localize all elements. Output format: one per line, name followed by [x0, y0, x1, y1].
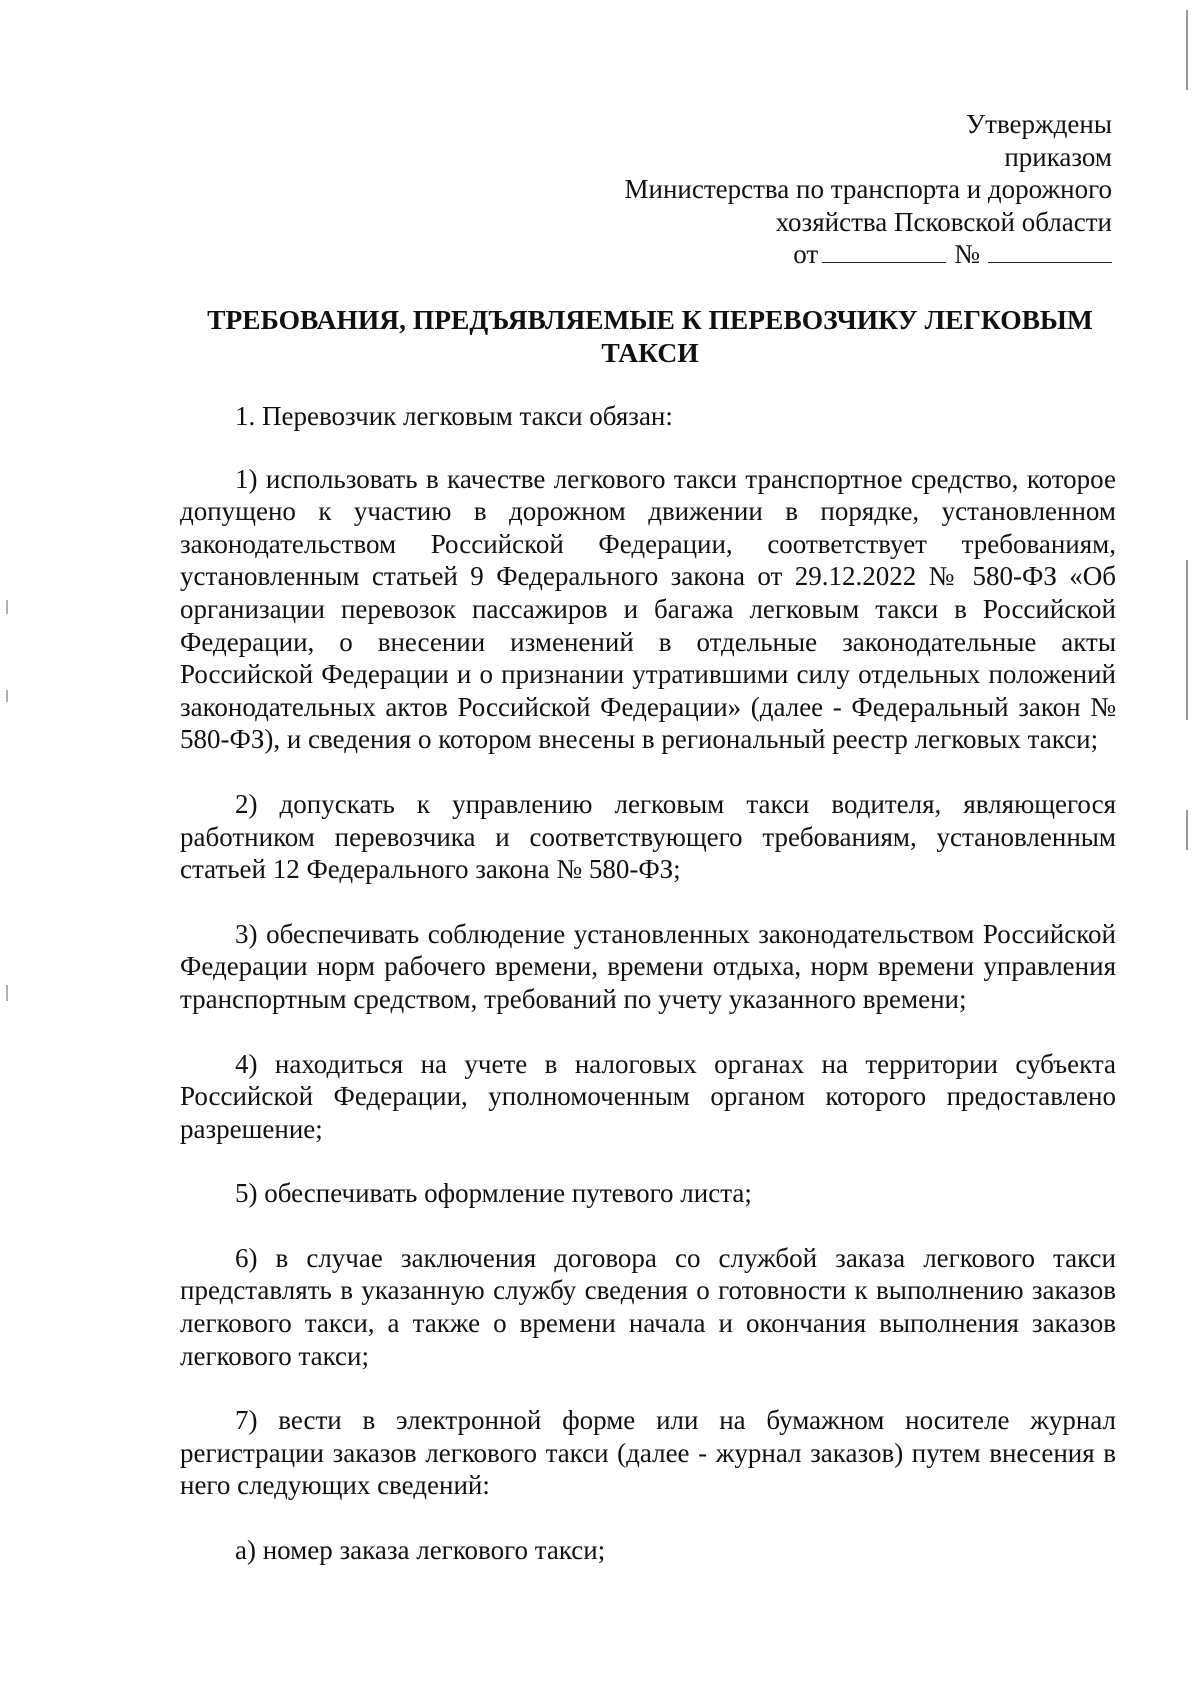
scan-margin-artifact	[6, 690, 8, 702]
scan-edge-artifact	[1186, 560, 1188, 720]
date-prefix: от	[793, 239, 819, 269]
approval-date-number-line	[624, 238, 1112, 271]
paragraph-item-5: 5) обеспечивать оформление путевого листа;	[235, 1178, 752, 1209]
document-body	[180, 400, 1116, 1599]
paragraph-item-7: 7) вести в электронной форме или на бумажном носителе журнал регистрации заказов легкового такси (далее - журнал заказов) путем внесения в него следующих сведений:	[180, 1405, 1116, 1501]
approval-line-ministry: Министерства по транспорта и дорожного	[624, 174, 1112, 204]
scan-margin-artifact	[6, 985, 8, 1001]
number-blank	[988, 240, 1112, 263]
number-sign: №	[954, 239, 980, 269]
approval-line-order: приказом	[1004, 141, 1112, 172]
paragraph-item-2: 2) допускать к управлению легковым такси водителя, являющегося работником перевозчика и соответствующего требованиям, установленным статьей 12 Федерального закона № 580-ФЗ;	[180, 788, 1116, 885]
date-blank	[822, 240, 946, 263]
paragraph-item-6: 6) в случае заключения договора со службой заказа легкового такси представлять в указанную службу сведения о готовности к выполнению заказов легкового такси, а также о времени начала и окончания выполнения заказов легкового такси;	[180, 1242, 1116, 1371]
document-title: ТРЕБОВАНИЯ, ПРЕДЪЯВЛЯЕМЫЕ К ПЕРЕВОЗЧИКУ ЛЕГКОВЫМ ТАКСИ	[207, 304, 1093, 368]
paragraph-intro: 1. Перевозчик легковым такси обязан:	[235, 401, 673, 431]
paragraph-item-3: 3) обеспечивать соблюдение установленных законодательством Российской Федерации норм рабочего времени, времени отдыха, норм времени управления транспортным средством, требований по учету указанного времени;	[180, 918, 1116, 1014]
approval-block	[624, 108, 1112, 271]
paragraph-item-1: 1) использовать в качестве легкового такси транспортное средство, которое допущено к участию в дорожном движении в порядке, установленном законодательством Российской Федерации, соответствует требованиям, установленным статьей 9 Федерального закона от 29.12.2022 № 580-ФЗ «Об организации перевозок пассажиров и багажа легковым такси в Российской Федерации, о внесении изменений в отдельные законодательные акты Российской Федерации и о признании утратившими силу отдельных положений законодательных актов Российской Федерации» (далее - Федеральный закон № 580-ФЗ), и сведения о котором внесены в региональный реестр легковых такси;	[180, 463, 1116, 755]
paragraph-subitem-a: а) номер заказа легкового такси;	[235, 1535, 606, 1566]
approval-line-approved: Утверждены	[966, 109, 1112, 139]
scan-edge-artifact	[1186, 810, 1188, 850]
scan-edge-artifact	[1186, 10, 1188, 90]
paragraph-item-4: 4) находиться на учете в налоговых органах на территории субъекта Российской Федерации, уполномоченным органом которого предоставлено разрешение;	[180, 1048, 1116, 1144]
scan-margin-artifact	[6, 600, 8, 614]
approval-line-region: хозяйства Псковской области	[775, 206, 1112, 237]
